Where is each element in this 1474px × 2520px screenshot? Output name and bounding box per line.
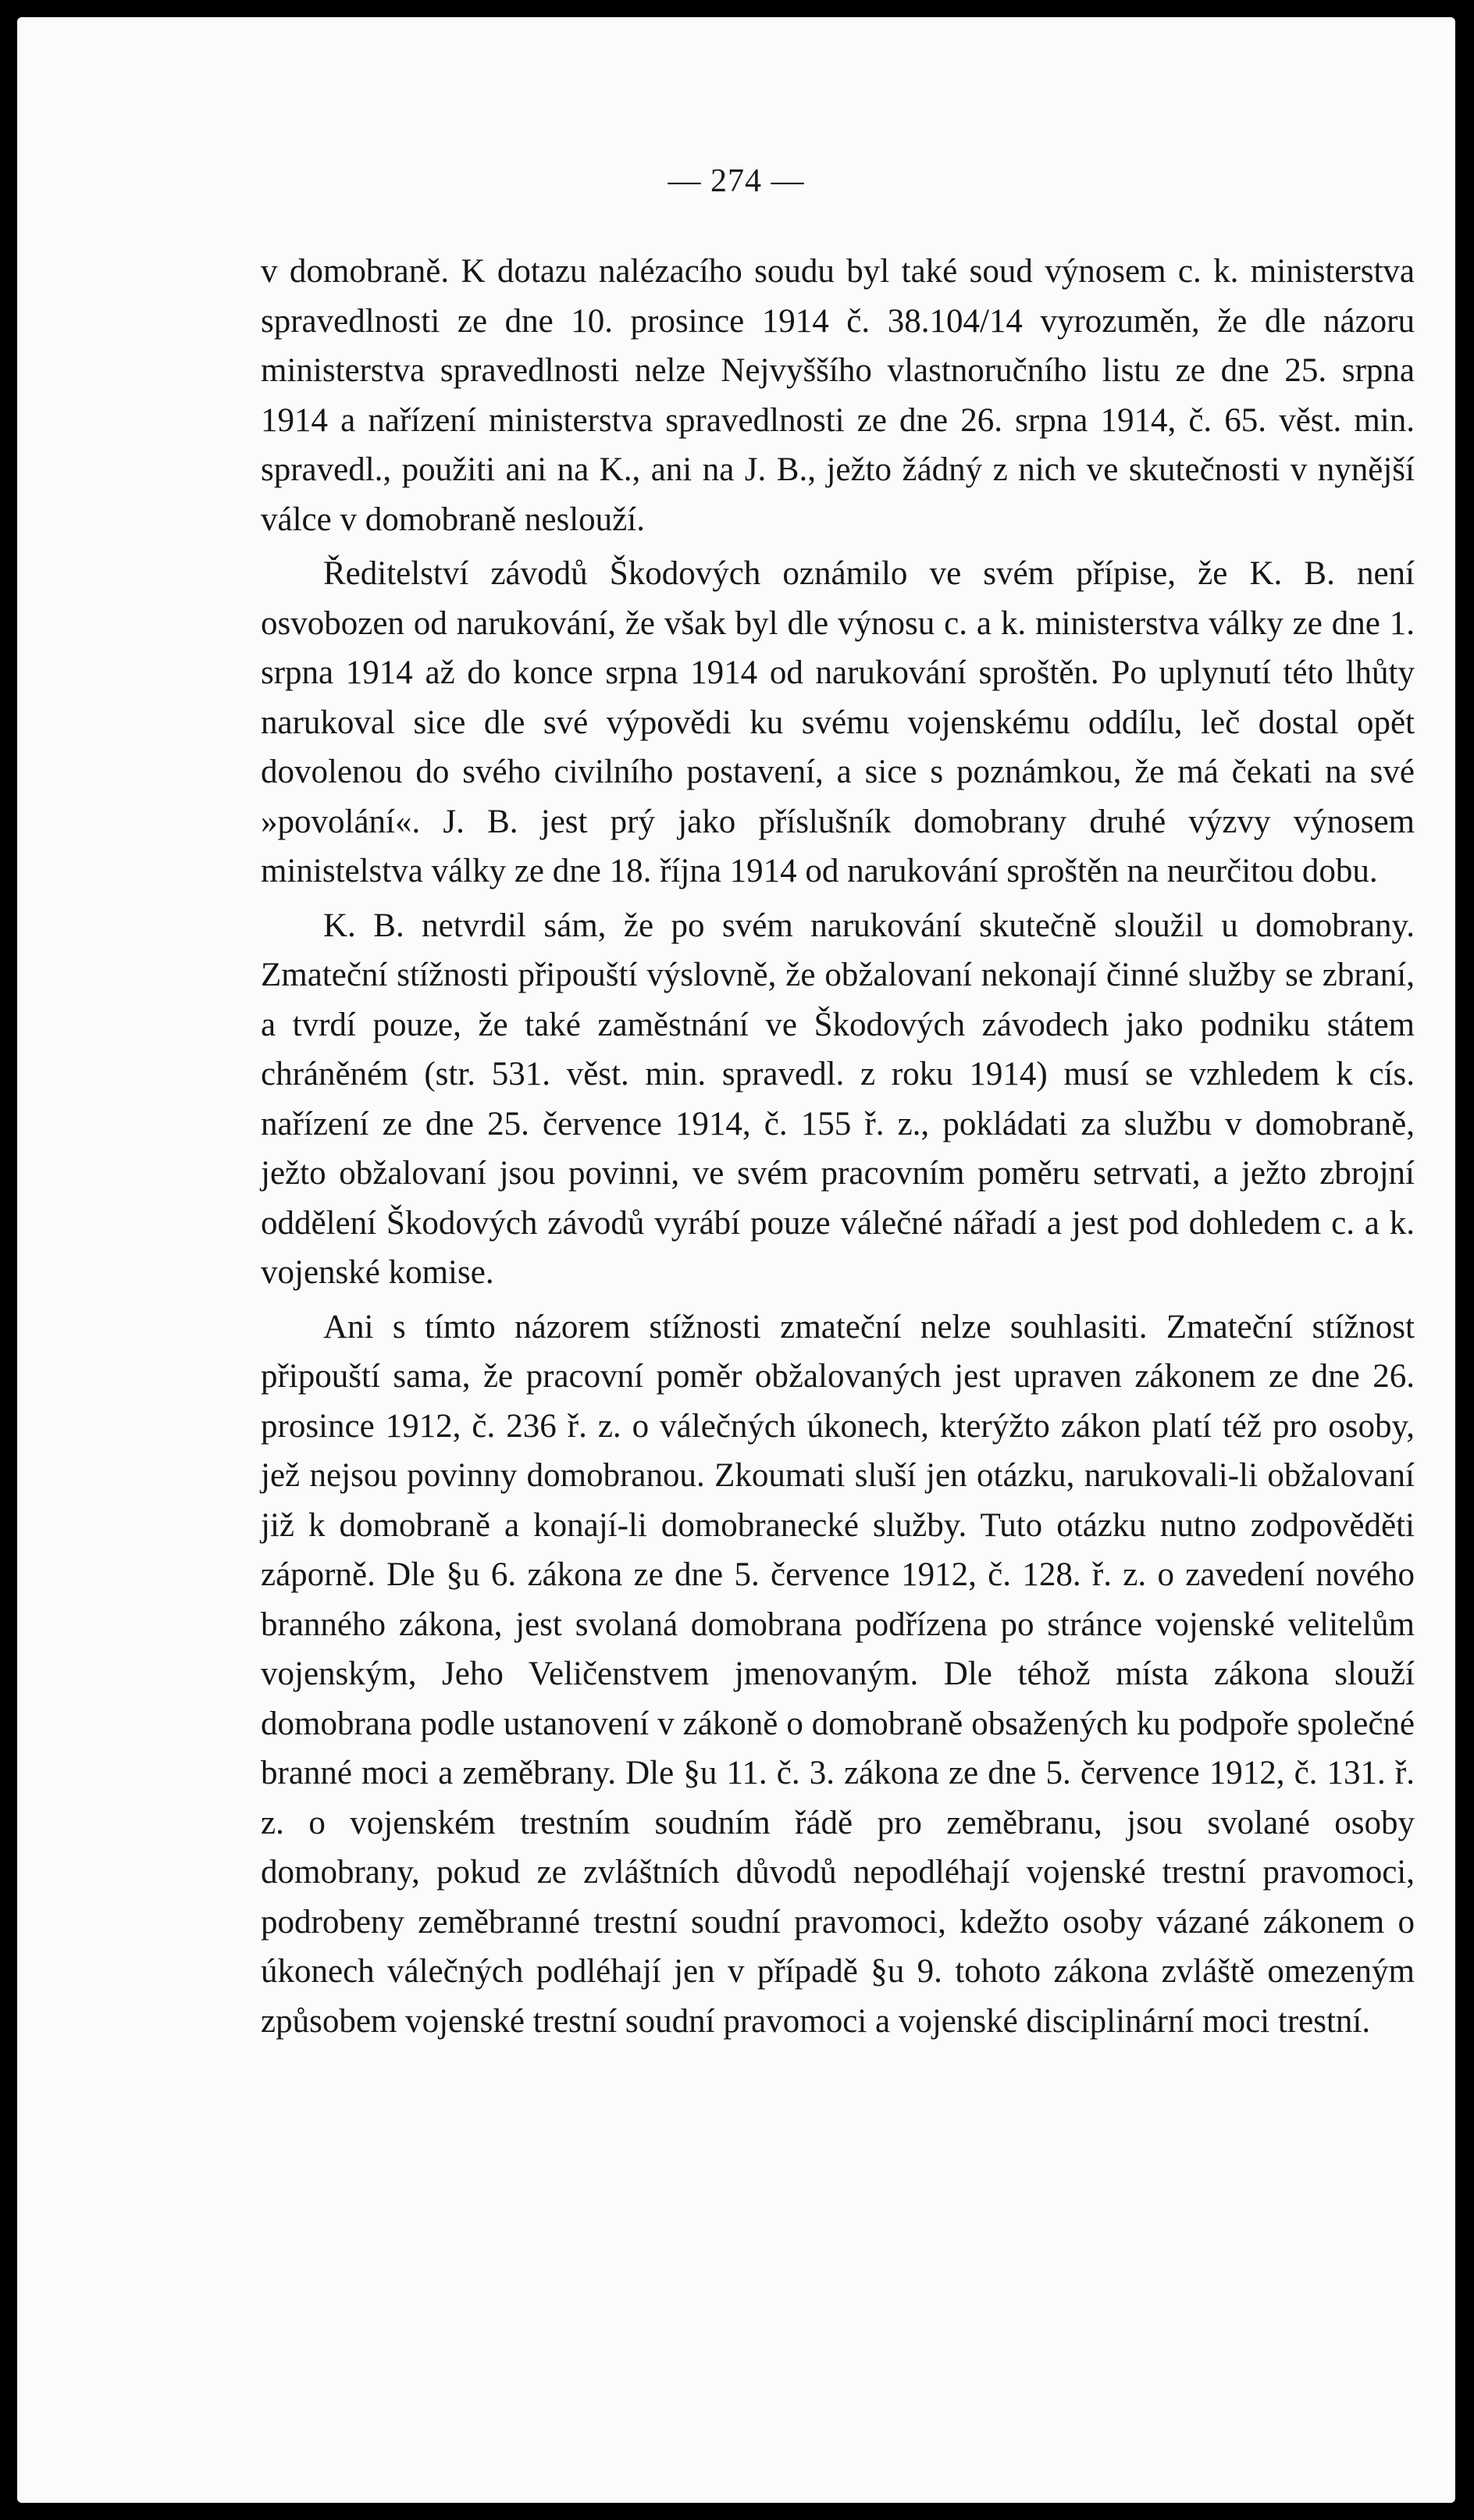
paragraph: v domobraně. K dotazu nalézacího soudu byl také soud výnosem c. k. ministerstva spravedlnosti ze dne 10. prosince 1914 č. 38.104/14 vyrozuměn, že dle názoru ministerstva spravedlnosti nelze Nejvyššího vlastnoručního listu ze dne 25. srpna 1914 a nařízení ministerstva spravedlnosti ze dne 26. srpna 1914, č. 65. věst. min. spravedl., použiti ani na K., ani na J. B., ježto žádný z nich ve skutečnosti v nynější válce v domobraně neslouží. [261, 253, 1415, 538]
paragraph: Ředitelství závodů Škodových oznámilo ve svém přípise, že K. B. není osvobozen od narukování, že však byl dle výnosu c. a k. ministerstva války ze dne 1. srpna 1914 až do konce srpna 1914 od narukování sproštěn. Po uplynutí této lhůty narukoval sice dle své výpovědi ku svému vojenskému oddílu, leč dostal opět dovolenou do svého civilního postavení, a sice s poznámkou, že má čekati na své »povolání«. J. B. jest prý jako příslušník domobrany druhé výzvy výnosem ministelstva války ze dne 18. října 1914 od narukování sproštěn na neurčitou dobu. [261, 555, 1415, 889]
paragraph: Ani s tímto názorem stížnosti zmateční nelze souhlasiti. Zmateční stížnost připouští sama, že pracovní poměr obžalovaných jest upraven zákonem ze dne 26. prosince 1912, č. 236 ř. z. o válečných úkonech, kterýžto zákon platí též pro osoby, jež nejsou povinny domobranou. Zkoumati sluší jen otázku, narukovali-li obžalovaní již k domobraně a konají-li domobranecké služby. Tuto otázku nutno zodpověděti záporně. Dle §u 6. zákona ze dne 5. července 1912, č. 128. ř. z. o zavedení nového branného zákona, jest svolaná domobrana podřízena po stránce vojenské velitelům vojenským, Jeho Veličenstvem jmenovaným. Dle téhož místa zákona slouží domobrana podle ustanovení v zákoně o domobraně obsažených ku podpoře společné branné moci a zeměbrany. Dle §u 11. č. 3. zákona ze dne 5. července 1912, č. 131. ř. z. o vojenském trestním soudním řádě pro zeměbranu, jsou svolané osoby domobrany, pokud ze zvláštních důvodů nepodléhají vojenské trestní pravomoci, podrobeny zeměbranné trestní soudní pravomoci, kdežto osoby vázané zákonem o úkonech válečných podléhají jen v případě §u 9. tohoto zákona zvláště omezeným způsobem vojenské trestní soudní pravomoci a vojenské disciplinární moci trestní. [261, 1308, 1415, 2040]
paragraph: K. B. netvrdil sám, že po svém narukování skutečně sloužil u domobrany. Zmateční stížnosti připouští výslovně, že obžalovaní nekonají činné služby se zbraní, a tvrdí pouze, že také zaměstnání ve Škodových závodech jako podniku státem chráněném (str. 531. věst. min. spravedl. z roku 1914) musí se vzhledem k cís. nařízení ze dne 25. července 1914, č. 155 ř. z., pokládati za službu v domobraně, ježto obžalovaní jsou povinni, ve svém pracovním poměru setrvati, a ježto zbrojní oddělení Škodových závodů vyrábí pouze válečné nářadí a jest pod dohledem c. a k. vojenské komise. [261, 907, 1415, 1291]
book-page [17, 17, 1455, 2503]
body-text [261, 247, 1415, 2051]
page-number: — 274 — [668, 163, 805, 199]
